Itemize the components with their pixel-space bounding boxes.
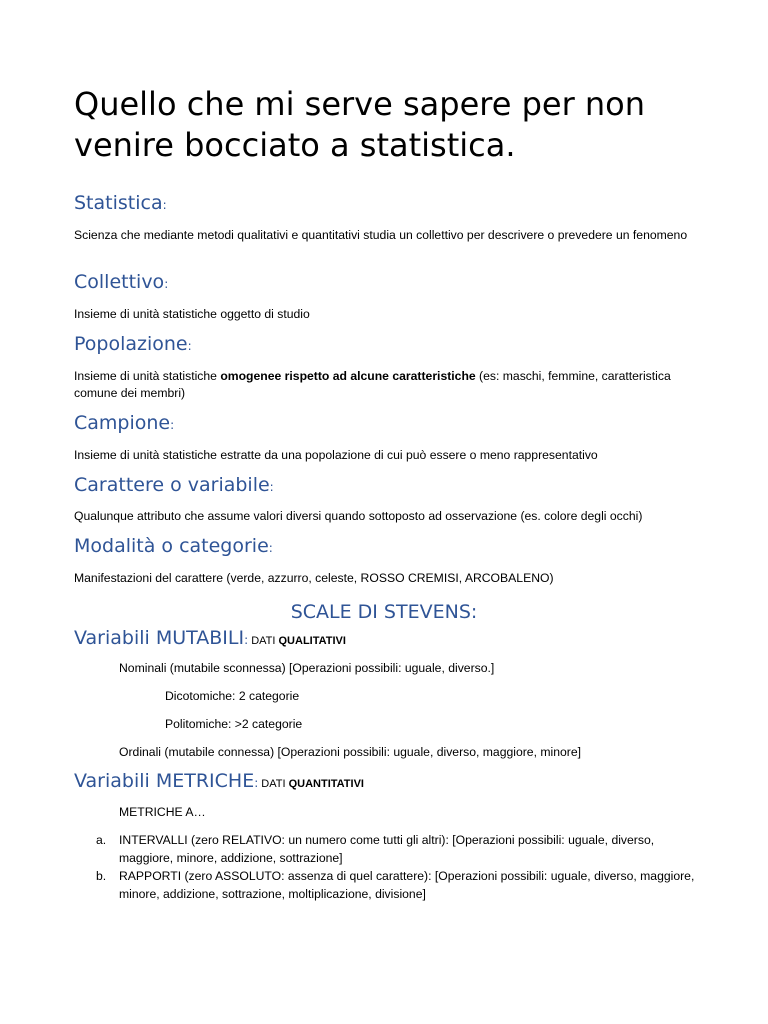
definition-popolazione <box>74 368 704 402</box>
suffix-pre: DATI <box>248 635 279 647</box>
heading-colon: : <box>268 541 273 555</box>
definition-campione: Insieme di unità statistiche estratte da una popolazione di cui può essere o meno rappresentativo <box>74 448 598 462</box>
heading-metriche <box>74 769 364 796</box>
heading-colon: : <box>187 339 192 353</box>
heading-text: Campione <box>74 412 171 434</box>
mutabili-dicotomiche: Dicotomiche: 2 categorie <box>165 689 300 703</box>
mutabili-ordinali: Ordinali (mutabile connessa) [Operazioni possibili: uguale, diverso, maggiore, minore] <box>119 745 581 759</box>
list-item-text: RAPPORTI (zero ASSOLUTO: assenza di quel carattere): [Operazioni possibili: uguale, diverso, maggiore, minore, addizione, sottrazione, moltiplicazione, divisione] <box>119 869 695 901</box>
mutabili-nominali: Nominali (mutabile sconnessa) [Operazioni possibili: uguale, diverso.] <box>119 661 495 675</box>
suffix-pre: DATI <box>258 778 289 790</box>
heading-text: Variabili MUTABILI <box>74 627 245 649</box>
heading-text: Carattere o variabile <box>74 474 270 496</box>
heading-suffix <box>258 778 364 790</box>
heading-text: Popolazione <box>74 333 188 355</box>
heading-colon: : <box>244 633 249 647</box>
definition-text-post: (es: maschi, femmine, caratteristica comune dei membri) <box>74 369 671 400</box>
heading-modalita <box>74 534 273 560</box>
suffix-bold: QUANTITATIVI <box>288 778 364 790</box>
heading-mutabili <box>74 626 346 653</box>
definition-text-bold: omogenee rispetto ad alcune caratteristiche <box>220 369 476 383</box>
list-item-text: INTERVALLI (zero RELATIVO: un numero come tutti gli altri): [Operazioni possibili: uguale, diverso, maggiore, minore, addizione, sottrazione] <box>119 833 655 865</box>
mutabili-politomiche: Politomiche: >2 categorie <box>165 717 303 731</box>
heading-suffix <box>248 635 346 647</box>
heading-colon: : <box>170 418 175 432</box>
definition-statistica: Scienza che mediante metodi qualitativi e quantitativi studia un collettivo per descrivere o prevedere un fenomeno <box>74 228 688 242</box>
suffix-bold: QUALITATIVI <box>278 635 346 647</box>
heading-text: Statistica <box>74 192 163 214</box>
heading-colon: : <box>269 480 274 494</box>
list-marker: a. <box>96 833 107 847</box>
heading-popolazione <box>74 332 192 358</box>
heading-text: Variabili METRICHE <box>74 770 255 792</box>
heading-colon: : <box>164 277 169 291</box>
heading-text: Collettivo <box>74 271 165 293</box>
definition-modalita: Manifestazioni del carattere (verde, azzurro, celeste, ROSSO CREMISI, ARCOBALENO) <box>74 571 554 585</box>
document-title: Quello che mi serve sapere per non venire bocciato a statistica. <box>74 85 646 164</box>
definition-collettivo: Insieme di unità statistiche oggetto di studio <box>74 307 310 321</box>
definition-carattere: Qualunque attributo che assume valori diversi quando sottoposto ad osservazione (es. colore degli occhi) <box>74 509 643 523</box>
definition-text-pre: Insieme di unità statistiche <box>74 369 221 383</box>
heading-carattere <box>74 473 274 499</box>
heading-text: Modalità o categorie <box>74 535 269 557</box>
heading-colon: : <box>254 776 259 790</box>
metriche-intro: METRICHE A… <box>119 805 206 819</box>
list-marker: b. <box>96 869 107 883</box>
heading-colon: : <box>162 198 167 212</box>
heading-campione <box>74 411 174 437</box>
heading-collettivo <box>74 270 168 296</box>
scale-title: SCALE DI STEVENS: <box>290 601 478 623</box>
heading-statistica <box>74 191 167 217</box>
